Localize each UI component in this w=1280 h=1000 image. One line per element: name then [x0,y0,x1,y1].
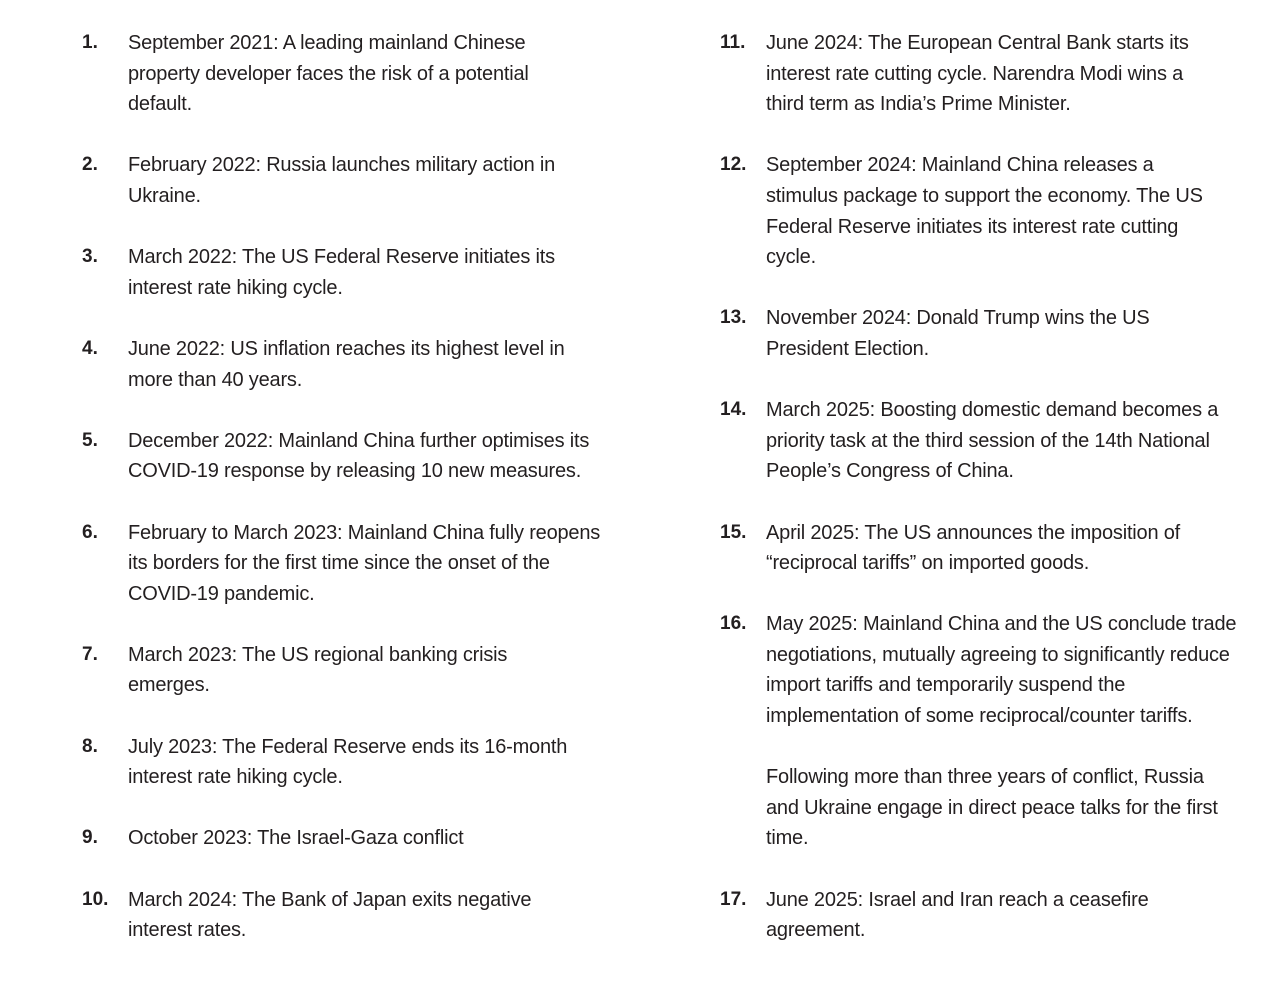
timeline-item [82,242,622,303]
timeline-column-right [720,28,1260,976]
item-paragraph: February 2022: Russia launches military action in Ukraine. [128,154,556,207]
item-description [128,242,622,303]
item-number: 9. [82,827,98,849]
timeline-item [82,426,622,487]
item-number: 7. [82,643,98,665]
item-number: 14. [720,399,747,421]
item-number: 4. [82,337,98,359]
item-number: 3. [82,246,98,268]
timeline-item [82,823,622,854]
item-paragraph: March 2024: The Bank of Japan exits negative interest rates. [128,888,532,942]
timeline-item [82,28,622,120]
item-description [128,426,622,487]
item-description [766,28,1260,120]
timeline-item [720,395,1260,487]
item-paragraph: September 2024: Mainland China releases a stimulus package to support the economy. The US Federal Reserve initiates its interest rate cutting cycle. [766,154,1203,269]
timeline-item [720,28,1260,120]
item-description [766,395,1260,487]
item-paragraph: October 2023: The Israel-Gaza conflict [128,827,464,850]
item-paragraph: April 2025: The US announces the imposition of “reciprocal tariffs” on imported goods. [766,521,1181,575]
item-description [128,518,622,610]
item-description [128,885,622,946]
item-number: 5. [82,429,98,451]
item-number: 13. [720,307,747,329]
item-paragraph: September 2021: A leading mainland Chinese property developer faces the risk of a potential default. [128,32,529,116]
timeline-item [82,732,622,793]
item-paragraph: Following more than three years of conflict, Russia and Ukraine engage in direct peace talks for the first time. [766,766,1218,850]
item-paragraph: May 2025: Mainland China and the US conclude trade negotiations, mutually agreeing to significantly reduce import tariffs and temporarily suspend the implementation of some reciprocal/counter tariffs. [766,613,1237,728]
item-paragraph: June 2022: US inflation reaches its highest level in more than 40 years. [128,337,565,391]
item-number: 16. [720,613,747,635]
timeline-item [82,334,622,395]
timeline-item [82,640,622,701]
item-paragraph: June 2024: The European Central Bank starts its interest rate cutting cycle. Narendra Modi wins a third term as India’s Prime Minister. [766,32,1189,116]
item-description [128,732,622,793]
timeline-item [82,150,622,211]
item-paragraph: November 2024: Donald Trump wins the US President Election. [766,307,1150,360]
item-description [766,609,1260,854]
item-description [128,640,622,701]
timeline-item [82,885,622,946]
timeline-item [720,150,1260,272]
item-number: 17. [720,888,747,910]
item-paragraph: March 2022: The US Federal Reserve initiates its interest rate hiking cycle. [128,246,555,299]
timeline-column-left [82,28,622,976]
item-paragraph: July 2023: The Federal Reserve ends its 16-month interest rate hiking cycle. [128,735,568,789]
item-description [128,150,622,211]
item-description [766,303,1260,364]
item-description [766,518,1260,579]
item-paragraph: June 2025: Israel and Iran reach a ceasefire agreement. [766,888,1149,942]
item-number: 12. [720,154,747,176]
item-description [128,28,622,120]
item-paragraph: February to March 2023: Mainland China fully reopens its borders for the first time since the onset of the COVID-19 pandemic. [128,521,601,605]
item-number: 11. [720,32,746,53]
timeline-item [720,518,1260,579]
item-paragraph: December 2022: Mainland China further optimises its COVID-19 response by releasing 10 new measures. [128,429,590,483]
item-number: 8. [82,735,98,757]
item-paragraph: March 2023: The US regional banking crisis emerges. [128,643,508,697]
timeline-item [720,303,1260,364]
timeline-item [720,885,1260,946]
item-number: 2. [82,154,98,176]
item-number: 15. [720,521,747,543]
item-description [766,885,1260,946]
timeline-item [82,518,622,610]
item-number: 1. [82,32,98,53]
item-paragraph: March 2025: Boosting domestic demand becomes a priority task at the third session of the 14th National People’s Congress of China. [766,399,1219,483]
item-number: 10. [82,888,109,910]
item-number: 6. [82,521,98,543]
item-description [128,334,622,395]
item-description [766,150,1260,272]
timeline-item [720,609,1260,854]
item-description [128,823,622,854]
